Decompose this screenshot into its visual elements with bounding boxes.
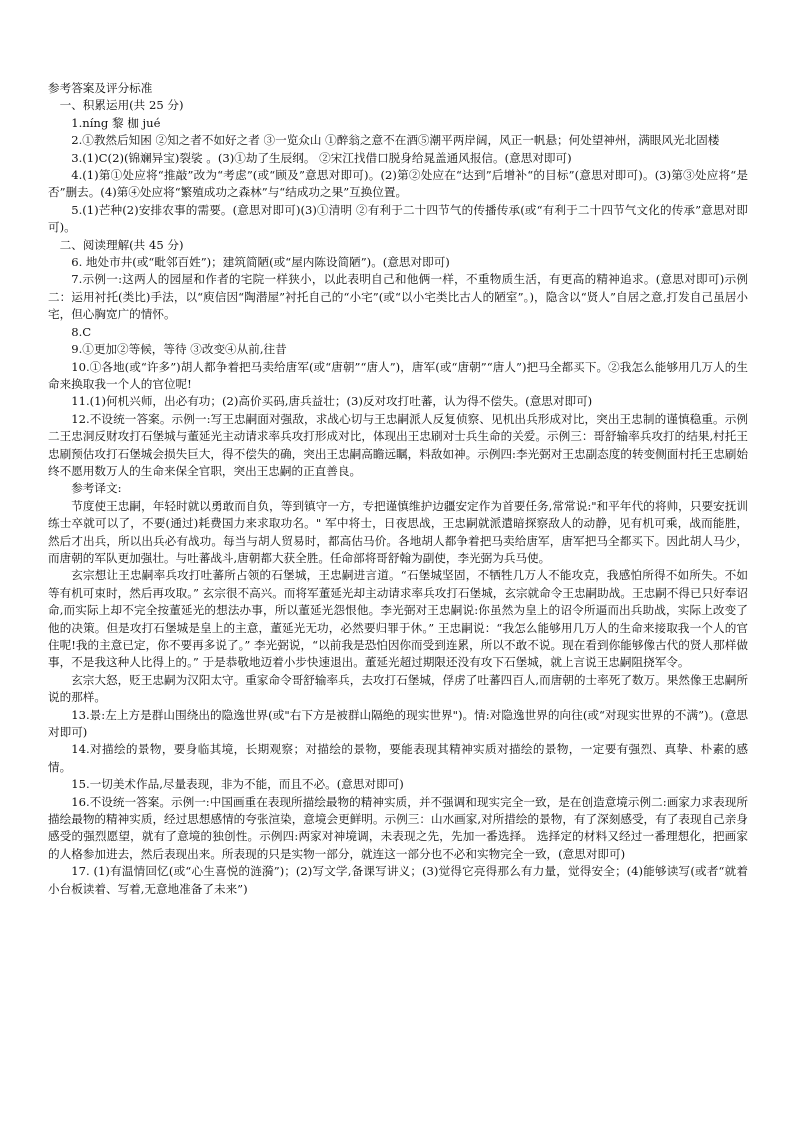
answer-item-5: 5.(1)芒种(2)安排农事的需要。(意思对即可)(3)①清明 ②有利于二十四节气的传播传承(或“有利于二十四节气文化的传承”意思对即可)。 (48, 202, 748, 235)
answer-item-8: 8.C (71, 324, 92, 339)
translation-heading: 参考译文: (71, 481, 122, 496)
answer-item-1: 1.níng 黎 枷 jué (71, 115, 161, 130)
translation-paragraph: 玄宗想让王忠嗣率兵攻打吐蕃所占领的石堡城，王忠嗣进言道。“石堡城坚固，不牺牲几万人不能攻克，我感怕所得不如所失。不如等有机可束时，然后再攻取。” 玄宗很不高兴。而将军董延光却主动请求率兵攻打石堡城，玄宗就命令王忠嗣助战。王忠嗣不得已只好奉诏命,而实际上却不完全按董延光的想法办事，所以董延光怨恨他。李光弼对王忠嗣说:你虽然为皇上的诏令所逼而出兵助战，实际上改变了他的决策。但是攻打石堡城是皇上的主意，董延光无功，必然要归罪于休。” 王忠嗣说：“我怎么能够用几万人的生命来接取我一个人的官住呢!我的主意已定，你不要再多说了。” 李光弼说，“以前我是恐怕因你而受到连累，所以不敢不说。现在看到你能够像古代的贤人那样做事，不是我这种人比得上的。” 于是恭敬地迈着小步快速退出。董延光超过期限还没有攻下石堡城，就上言说王忠嗣阻挠军令。 (48, 568, 748, 670)
answer-item-10: 10.①各地(或“许多”)胡人都争着把马卖给唐军(或“唐朝”“唐人”)，唐军(或“唐朝”“唐人”)把马全都买下。②我怎么能够用几万人的生命来换取我一个人的官位呢! (48, 359, 748, 391)
document-title: 参考答案及评分标准 (48, 81, 153, 95)
answer-item-3: 3.(1)C(2)(锦斓异宝)裂裟 。(3)①劫了生辰纲。 ②宋江找借口脱身给晁盖通风报信。(意思对即可) (71, 150, 572, 165)
translation-paragraph: 节度使王忠嗣，年轻时就以勇敢而自负，等到镇守一方，专把谨慎维护边疆安定作为首要任务,常常说:"和平年代的将帅，只要安抚训练士卒就可以了，不要(通过)耗费国力来求取功名。" 军中将士，日夜思战，王忠嗣就派遣暗探察敌人的动静，见有机可乘，战而能胜，然后才出兵，所以出兵必有战功。每当与胡人贸易时，都高估马价。各地胡人都争着把马卖给唐军，唐军把马全都买下。因此胡人马少，而唐朝的军队更加强壮。与吐蕃战斗,唐朝都大获全胜。任命部将哥舒翰为副使，李光弼为兵马使。 (48, 498, 748, 565)
answer-item-6: 6. 地处市井(或“毗邻百姓”)；建筑简陋(或“屋内陈设简陋”)。(意思对即可) (71, 255, 450, 270)
section-heading-1: 一、积累运用(共 25 分) (59, 98, 184, 113)
answer-item-12: 12.不设统一答案。示例一:写王忠嗣面对强敌，求战心切与王忠嗣派人反复侦察、见机出兵形成对比，突出王忠制的谨慎稳重。示例二王忠洞反财攻打石堡城与董延光主动请求率兵攻打形成对比，体现出王忠刷对士兵生命的关爱。示例三：哥舒输率兵攻打的结果,村托王忠刷预估攻打石堡城会损失巨大，得不偿失的确，突出王忠嗣高瞻远瞩，料敌如神。示例四:李光弼对王忠副态度的转变侧面村托王忠刷始终不愿用数万人的生命来保全官职，突出王忠嗣的正直善良。 (48, 411, 748, 478)
answer-item-4: 4.(1)第①处应将“推敲”改为“考虑”(或“顾及”意思对即可)。(2)第②处应在“达到”后增补“的目标”(意思对即可)。(3)第③处应将“是否”删去。(4)第④处应将“繁殖成功之森林”与“结成功之果”互换位置。 (48, 168, 748, 200)
answer-item-11: 11.(1)何机兴师，出必有功；(2)高价买码,唐兵益壮；(3)反对攻打吐蕃，认为得不偿失。(意思对即可) (71, 394, 593, 409)
answer-item-9: 9.①更加②等候，等待 ③改变④从前,往昔 (71, 342, 287, 357)
answer-item-14: 14.对描绘的景物，要身临其境，长期观察；对描绘的景物，要能表现其精神实质对描绘的景物，一定要有强烈、真挚、朴素的感情。 (48, 742, 748, 774)
answer-item-7: 7.示例一:这两人的园屋和作者的宅院一样狭小，以此表明自己和他俩一样，不重物质生活，有更高的精神追求。(意思对即可)示例二：运用衬托(类比)手法，以“庾信因“陶潜屋”衬托自己的“小宅”(或“以小宅类比古人的陋室”。)，隐含以“贤人”自居之意,打发自己虽居小宅，但心胸宽广的情怀。 (48, 272, 748, 322)
answer-item-17: 17. (1)有温情回忆(或“心生喜悦的涟漪”)；(2)写文学,备课写讲义；(3)觉得它亮得那么有力量，觉得安全；(4)能够读写(或者“就着小台板读着、写着,无意地准备了未来”) (48, 864, 748, 896)
answer-item-16: 16.不设统一答案。示例一:中国画重在表现所描绘最物的精神实质，并不强调和现实完全一致，是在创造意境示例二:画家力求表现所描绘最物的精神实质，经过思想感情的夸张渲染，意境会更鲜明。示例三：山水画家,对所措绘的景物，有了深刻感受，有了表现自己亲身感受的强烈愿望，就有了意境的独创性。示例四:两家对神境调，未表现之先，先加一番选择。 选择定的材料又经过一番理想化，把画家的人格参加进去，然后表现出来。所表现的只是实物一部分，就连这一部分也不必和实物完全一致，(意思对即可) (48, 794, 748, 861)
answer-item-15: 15.一切美术作品,尽量表现，非为不能，而且不必。(意思对即可) (71, 777, 404, 792)
answer-item-2: 2.①教然后知困 ②知之者不如好之者 ③一览众山 ①醉翁之意不在酒⑤潮平两岸阔，风正一帆悬；何处望神州，满眼风光北固楼 (71, 133, 720, 148)
answer-document (48, 80, 748, 898)
section-heading-2: 二、阅读理解(共 45 分) (59, 237, 184, 252)
translation-paragraph: 玄宗大怒，贬王忠嗣为汉阳太守。重家命令哥舒输率兵，去攻打石堡城，俘虏了吐蕃四百人,而唐朝的士率死了数万。果然像王忠嗣所说的那样。 (48, 672, 748, 705)
answer-item-13: 13.景:左上方是群山围绕出的隐逸世界(或"右下方是被群山隔绝的现实世界")。情:对隐逸世界的向往(或“对现实世界的不满”)。(意思对即可) (48, 707, 748, 740)
